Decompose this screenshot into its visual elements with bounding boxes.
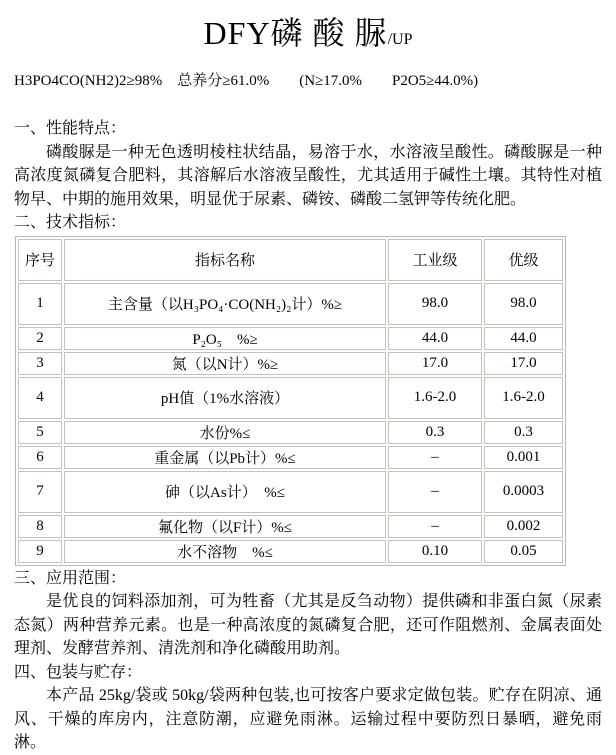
indicator-name-cell: 主含量（以H₃PO₄·CO(NH₂)₂计）%≥ [64,283,386,325]
formula-spec-line: H3PO4CO(NH2)2≥98% 总养分≥61.0% (N≥17.0% P2O5≥44.0%) [14,73,479,89]
industrial-grade-cell: 44.0 [388,327,482,350]
industrial-grade-cell: – [388,446,482,469]
industrial-grade-cell: 98.0 [388,283,482,325]
row-index-cell: 2 [18,327,62,350]
table-row [18,515,563,538]
premium-grade-cell: 0.002 [484,515,563,538]
table-row [18,283,563,325]
industrial-grade-cell: – [388,471,482,513]
indicator-name-cell: pH值（1%水溶液） [64,377,386,419]
paragraph-packaging: 本产品 25kg/袋或 50kg/袋两种包装,也可按客户要求定做包装。贮存在阴凉、通风、干燥的库房内，注意防潮，应避免雨淋。运输过程中要防烈日暴晒，避免雨淋。 [14,687,602,751]
spec-table [15,236,566,566]
industrial-grade-cell: – [388,515,482,538]
table-row [18,377,563,419]
header-cell-premium: 优级 [484,239,563,281]
industrial-grade-cell: 1.6-2.0 [388,377,482,419]
row-index-cell: 1 [18,283,62,325]
section-heading-packaging: 四、包装与贮存： [14,663,143,681]
table-row [18,352,563,375]
indicator-name-cell: 氟化物（以F计）%≤ [64,515,386,538]
industrial-grade-cell: 0.10 [388,540,482,563]
industrial-grade-cell: 0.3 [388,421,482,444]
table-row [18,327,563,350]
header-cell-indicator: 指标名称 [64,239,386,281]
page-title [14,8,602,54]
indicator-name-cell: 重金属（以Pb计）%≤ [64,446,386,469]
table-row [18,421,563,444]
table-row [18,471,563,513]
premium-grade-cell: 0.3 [484,421,563,444]
premium-grade-cell: 44.0 [484,327,563,350]
row-index-cell: 6 [18,446,62,469]
row-index-cell: 8 [18,515,62,538]
indicator-name-cell: 水份%≤ [64,421,386,444]
table-row [18,540,563,563]
indicator-name-cell: 砷（以As计） %≤ [64,471,386,513]
page-title-text: DFY磷 酸 脲 [203,15,388,51]
row-index-cell: 7 [18,471,62,513]
row-index-cell: 9 [18,540,62,563]
section-heading-technical: 二、技术指标： [14,214,127,231]
row-index-cell: 3 [18,352,62,375]
indicator-name-cell: P₂O₅ %≥ [64,327,386,350]
paragraph-performance: 磷酸脲是一种无色透明棱柱状结晶，易溶于水，水溶液呈酸性。磷酸脲是一种高浓度氮磷复合肥料，其溶解后水溶液呈酸性，尤其适用于碱性土壤。其特性对植物早、中期的施用效果，明显优于尿素、磷铵、磷酸二氢钾等传统化肥。 [14,143,602,208]
table-row [18,446,563,469]
indicator-name-cell: 氮（以N计）%≥ [64,352,386,375]
page-title-suffix: /UP [387,31,413,48]
table-header-row [18,239,563,281]
section-heading-application: 三、应用范围： [14,569,127,587]
premium-grade-cell: 1.6-2.0 [484,377,563,419]
paragraph-application: 是优良的饲料添加剂，可为牲畜（尤其是反刍动物）提供磷和非蛋白氮（尿素态氮）两种营养元素。也是一种高浓度的氮磷复合肥，还可作阻燃剂、金属表面处理剂、发酵营养剂、清洗剂和净化磷酸用助剂。 [14,593,602,657]
industrial-grade-cell: 17.0 [388,352,482,375]
row-index-cell: 5 [18,421,62,444]
header-cell-industrial: 工业级 [388,239,482,281]
premium-grade-cell: 0.0003 [484,471,563,513]
section-heading-performance: 一、性能特点： [14,120,127,137]
premium-grade-cell: 0.05 [484,540,563,563]
header-cell-index: 序号 [18,239,62,281]
row-index-cell: 4 [18,377,62,419]
premium-grade-cell: 17.0 [484,352,563,375]
premium-grade-cell: 98.0 [484,283,563,325]
indicator-name-cell: 水不溶物 %≤ [64,540,386,563]
premium-grade-cell: 0.001 [484,446,563,469]
